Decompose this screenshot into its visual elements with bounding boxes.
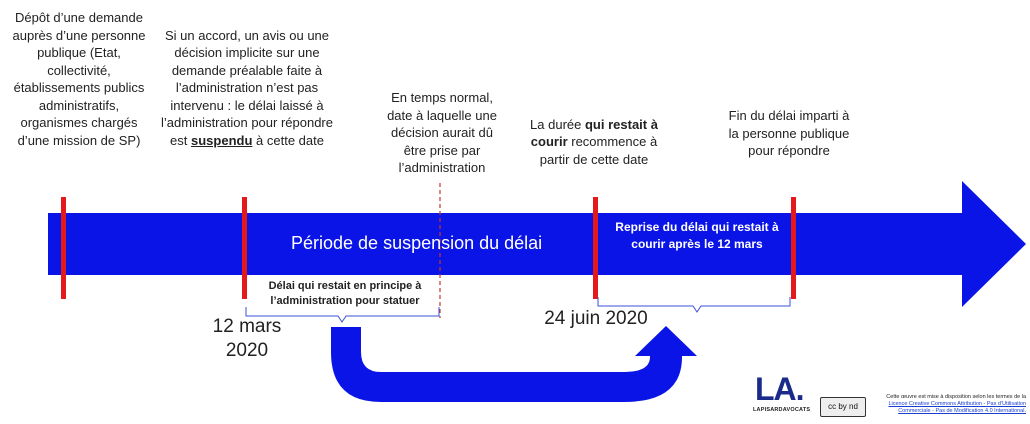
suspension-period-label: Période de suspension du délai: [291, 233, 543, 253]
license-link[interactable]: Licence Creative Commons Attribution - Pas d’Utilisation Commerciale - Pas de Modification 4.0 International.: [888, 401, 1026, 414]
marker-24-juin: [593, 197, 598, 299]
creative-commons-badge: cc by nd: [820, 397, 866, 417]
firm-logo-subtitle: LAPISARDAVOCATS: [753, 407, 811, 413]
note-resume: [529, 98, 659, 168]
note-suspension-bold: suspendu: [191, 132, 253, 148]
note-resume-text-1: La durée: [530, 116, 585, 132]
remaining-delay-label: Délai qui restait en principe à l’administration pour statuer: [268, 280, 422, 307]
note-suspension: [160, 9, 334, 149]
note-resume-text-2: recommence à partir de cette date: [539, 134, 658, 167]
firm-logo: LA.: [755, 371, 804, 407]
license-prefix: Cette œuvre est mise à disposition selon les termes de la: [886, 394, 1026, 400]
note-deposit: Dépôt d’une demande auprès d’une personne publique (Etat, collectivité, établissements publics administratifs, organismes chargés d’une mission de SP): [12, 10, 146, 148]
resume-delay-label: Reprise du délai qui restait à courir après le 12 mars: [615, 220, 779, 251]
license-text: [866, 394, 1026, 415]
marker-deposit: [61, 197, 66, 299]
date-24-juin: 24 juin 2020: [544, 308, 648, 329]
note-suspension-text-1: Si un accord, un avis ou une décision implicite sur une demande préalable faite à l’administration n’est pas intervenu : le délai laissé à l’administration pour répondre est: [161, 27, 333, 148]
curved-transfer-arrow: [331, 326, 697, 402]
note-normal-deadline: En temps normal, date à laquelle une décision aurait dû être prise par l’administration: [387, 90, 497, 175]
marker-12-mars: [242, 197, 247, 299]
marker-end-deadline: [791, 197, 796, 299]
date-12-mars: 12 mars 2020: [212, 316, 282, 361]
note-end-deadline: Fin du délai imparti à la personne publique pour répondre: [728, 108, 850, 158]
note-resume-bold: qui restait à courir: [530, 116, 658, 149]
note-suspension-text-2: à cette date: [252, 132, 324, 148]
